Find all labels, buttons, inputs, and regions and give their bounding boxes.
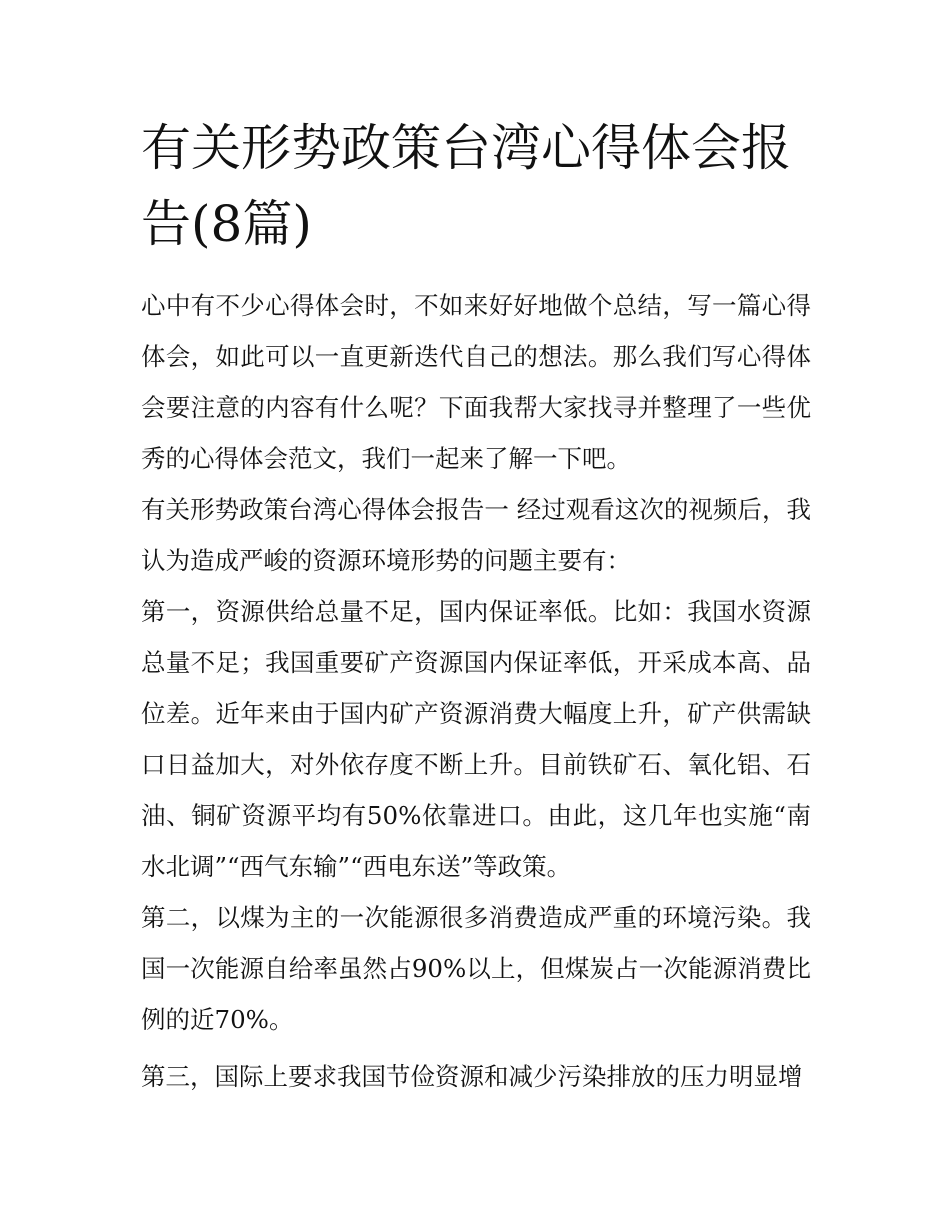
document-title: 有关形势政策台湾心得体会报告(8篇) [141,119,791,253]
paragraph-intro: 心中有不少心得体会时，不如来好好地做个总结，写一篇心得体会，如此可以一直更新迭代自己的想法。那么我们写心得体会要注意的内容有什么呢？下面我帮大家找寻并整理了一些优秀的心得体会范文，我们一起来了解一下吧。 [141,291,811,473]
paragraph-point-one: 第一，资源供给总量不足，国内保证率低。比如：我国水资源总量不足；我国重要矿产资源国内保证率低，开采成本高、品位差。近年来由于国内矿产资源消费大幅度上升，矿产供需缺口日益加大，对外依存度不断上升。目前铁矿石、氧化铝、石油、铜矿资源平均有50%依靠进口。由此，这几年也实施“南水北调”“西气东输”“西电东送”等政策。 [141,597,811,881]
paragraph-point-two: 第二，以煤为主的一次能源很多消费造成严重的环境污染。我国一次能源自给率虽然占90%以上，但煤炭占一次能源消费比例的近70%。 [141,903,811,1034]
document-page [141,110,811,1102]
paragraph-report-one: 有关形势政策台湾心得体会报告一 经过观看这次的视频后，我认为造成严峻的资源环境形势的问题主要有： [141,495,811,575]
paragraph-point-three: 第三，国际上要求我国节俭资源和减少污染排放的压力明显增 [141,1062,803,1091]
